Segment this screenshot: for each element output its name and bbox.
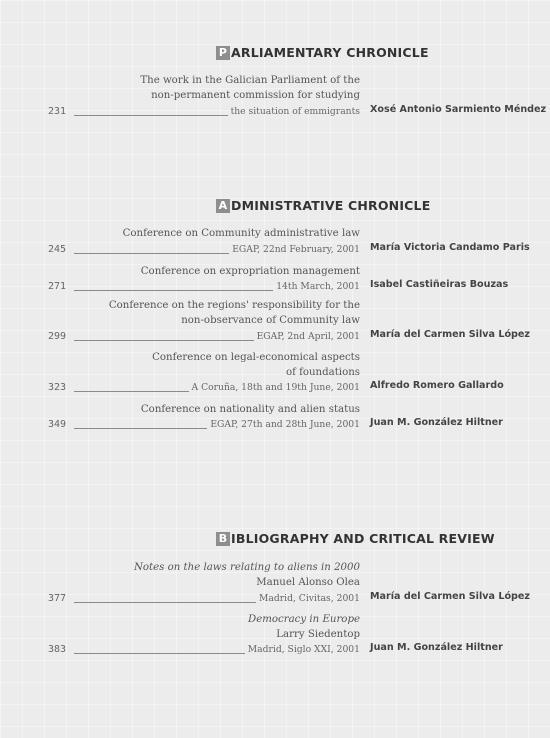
entry-author: María del Carmen Silva López xyxy=(370,591,530,602)
section-title: ARLIAMENTARY CHRONICLE xyxy=(231,45,429,60)
entry-page-line xyxy=(48,642,360,656)
entry-page-line xyxy=(48,104,360,118)
book-title: Notes on the laws relating to aliens in 2000 xyxy=(133,562,360,573)
entry-page-line xyxy=(48,279,360,293)
entry-detail: 14th March, 2001 xyxy=(276,281,360,292)
entry-detail: EGAP, 22nd February, 2001 xyxy=(232,244,360,255)
entry-author: Alfredo Romero Gallardo xyxy=(370,380,504,391)
entry-detail: EGAP, 2nd April, 2001 xyxy=(256,331,360,342)
entry-title-line: non-permanent commission for studying xyxy=(151,90,360,101)
entry-title-line: The work in the Galician Parliament of the xyxy=(140,75,360,86)
entry-title-line: Conference on expropriation management xyxy=(140,266,360,277)
section-initial-box: A xyxy=(216,199,230,213)
entry-author: María Victoria Candamo Paris xyxy=(370,242,530,253)
entry-title-line: Conference on legal-economical aspects xyxy=(152,352,360,363)
entry-title-line: of foundations xyxy=(285,367,360,378)
leader-rule xyxy=(74,602,256,603)
section-title: DMINISTRATIVE CHRONICLE xyxy=(231,198,431,213)
entry-author: Xosé Antonio Sarmiento Méndez xyxy=(370,104,547,115)
entry-author: María del Carmen Silva López xyxy=(370,329,530,340)
page-number: 271 xyxy=(48,281,67,292)
section-heading-administrative xyxy=(216,198,430,213)
book-author: Larry Siedentop xyxy=(276,629,360,640)
page-number: 323 xyxy=(48,382,67,393)
entry-title-line: Conference on nationality and alien status xyxy=(140,404,360,415)
leader-rule xyxy=(74,290,273,291)
entry-author: Juan M. González Hiltner xyxy=(370,417,503,428)
entry-page-line xyxy=(48,380,360,394)
page-number: 299 xyxy=(48,331,67,342)
section-title: IBLIOGRAPHY AND CRITICAL REVIEW xyxy=(231,531,495,546)
entry-title-line: Conference on Community administrative law xyxy=(122,228,360,239)
entry-author: Isabel Castiñeiras Bouzas xyxy=(370,279,509,290)
leader-rule xyxy=(74,340,254,341)
entry-detail: EGAP, 27th and 28th June, 2001 xyxy=(210,419,360,430)
leader-rule xyxy=(74,115,228,116)
book-author: Manuel Alonso Olea xyxy=(256,577,360,588)
entry-detail: Madrid, Siglo XXI, 2001 xyxy=(247,644,360,655)
entry-title-line: Conference on the regions' responsibility for the xyxy=(108,300,360,311)
page-number: 383 xyxy=(48,644,67,655)
entry-author: Juan M. González Hiltner xyxy=(370,642,503,653)
entry-detail: the situation of emmigrants xyxy=(230,106,360,117)
leader-rule xyxy=(74,653,245,654)
page-number: 349 xyxy=(48,419,67,430)
leader-rule xyxy=(74,391,189,392)
entry-page-line xyxy=(48,329,360,343)
page-number: 377 xyxy=(48,593,67,604)
section-initial-box: B xyxy=(216,532,230,546)
section-heading-bibliography xyxy=(216,531,495,546)
page-number: 231 xyxy=(48,106,67,117)
entry-detail: A Coruña, 18th and 19th June, 2001 xyxy=(191,382,360,393)
entry-page-line xyxy=(48,417,360,431)
section-heading-parliamentary xyxy=(216,45,429,60)
book-title: Democracy in Europe xyxy=(248,614,360,625)
entry-title-line: non-observance of Community law xyxy=(181,315,360,326)
section-initial-box: P xyxy=(216,46,230,60)
entry-page-line xyxy=(48,242,360,256)
leader-rule xyxy=(74,253,229,254)
page-number: 245 xyxy=(48,244,67,255)
leader-rule xyxy=(74,428,207,429)
entry-page-line xyxy=(48,591,360,605)
entry-detail: Madrid, Civitas, 2001 xyxy=(258,593,360,604)
